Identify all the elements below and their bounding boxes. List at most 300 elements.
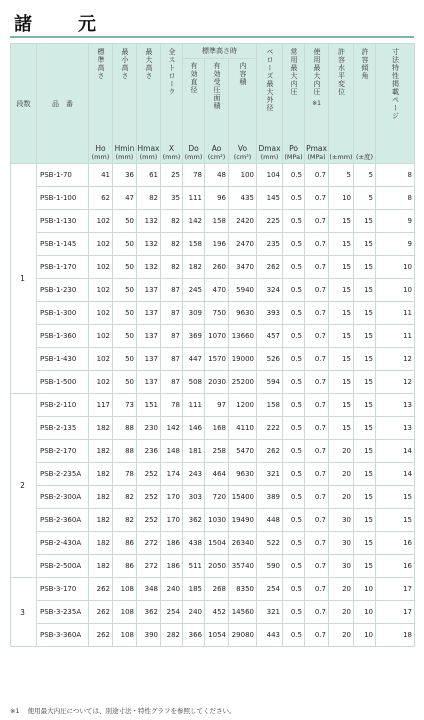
table-cell: 82	[161, 210, 183, 233]
table-cell: 435	[229, 187, 257, 210]
table-cell: 102	[89, 279, 113, 302]
header-col-5: 有効受圧面積 Ao (cm²)	[205, 59, 229, 164]
table-cell: 13	[376, 417, 415, 440]
table-cell: 11	[376, 302, 415, 325]
table-cell: 443	[257, 624, 283, 647]
table-cell: 182	[89, 440, 113, 463]
table-cell: 0.5	[283, 210, 305, 233]
table-cell: 50	[113, 325, 137, 348]
table-cell: 10	[376, 279, 415, 302]
header-col-3: 全ストローク X (mm)	[161, 44, 183, 164]
table-cell: 15	[329, 325, 354, 348]
table-cell: 15	[354, 348, 376, 371]
table-cell: 240	[183, 601, 205, 624]
table-cell: 15	[354, 555, 376, 578]
table-cell: 2420	[229, 210, 257, 233]
table-cell: 0.5	[283, 348, 305, 371]
table-row	[11, 279, 415, 302]
table-row	[11, 394, 415, 417]
footnote-ref: ※1	[312, 99, 321, 107]
table-cell: 111	[183, 394, 205, 417]
table-cell: 245	[183, 279, 205, 302]
table-cell: 254	[257, 578, 283, 601]
table-cell: 50	[113, 302, 137, 325]
table-cell: 321	[257, 601, 283, 624]
table-cell: 9	[376, 210, 415, 233]
product-code: PSB-3-360A	[37, 624, 89, 647]
table-cell: 0.5	[283, 325, 305, 348]
table-cell: 324	[257, 279, 283, 302]
table-cell: 73	[113, 394, 137, 417]
table-cell: 0.7	[305, 187, 329, 210]
table-cell: 15	[354, 325, 376, 348]
product-code: PSB-2-110	[37, 394, 89, 417]
table-cell: 102	[89, 233, 113, 256]
table-cell: 15	[354, 463, 376, 486]
table-cell: 15	[354, 486, 376, 509]
table-row	[11, 210, 415, 233]
table-cell: 522	[257, 532, 283, 555]
table-cell: 86	[113, 532, 137, 555]
table-cell: 252	[137, 509, 161, 532]
table-row	[11, 256, 415, 279]
product-code: PSB-2-135	[37, 417, 89, 440]
table-cell: 0.7	[305, 371, 329, 394]
table-cell: 170	[161, 486, 183, 509]
product-code: PSB-3-170	[37, 578, 89, 601]
table-cell: 132	[137, 210, 161, 233]
table-cell: 5470	[229, 440, 257, 463]
table-cell: 102	[89, 325, 113, 348]
table-cell: 1054	[205, 624, 229, 647]
product-code: PSB-1-130	[37, 210, 89, 233]
table-cell: 19000	[229, 348, 257, 371]
table-row	[11, 348, 415, 371]
header-col-1: 最小高さ Hmin (mm)	[113, 44, 137, 164]
table-row	[11, 164, 415, 187]
table-cell: 13	[376, 394, 415, 417]
table-cell: 594	[257, 371, 283, 394]
table-cell: 8	[376, 187, 415, 210]
table-cell: 78	[161, 394, 183, 417]
table-cell: 62	[89, 187, 113, 210]
product-code: PSB-1-70	[37, 164, 89, 187]
table-row	[11, 440, 415, 463]
table-cell: 50	[113, 371, 137, 394]
product-code: PSB-2-430A	[37, 532, 89, 555]
table-cell: 390	[137, 624, 161, 647]
table-cell: 0.7	[305, 210, 329, 233]
table-cell: 158	[257, 394, 283, 417]
table-cell: 102	[89, 371, 113, 394]
table-cell: 50	[113, 256, 137, 279]
table-cell: 0.7	[305, 463, 329, 486]
table-cell: 448	[257, 509, 283, 532]
table-cell: 15	[329, 394, 354, 417]
table-cell: 26340	[229, 532, 257, 555]
table-cell: 0.5	[283, 371, 305, 394]
table-cell: 87	[161, 348, 183, 371]
table-cell: 10	[354, 601, 376, 624]
table-cell: 348	[137, 578, 161, 601]
table-cell: 15	[329, 302, 354, 325]
table-cell: 11	[376, 325, 415, 348]
table-cell: 457	[257, 325, 283, 348]
stage-group-label: 1	[11, 164, 37, 394]
product-code: PSB-2-170	[37, 440, 89, 463]
table-cell: 20	[329, 601, 354, 624]
table-cell: 185	[183, 578, 205, 601]
table-cell: 321	[257, 463, 283, 486]
table-cell: 282	[161, 624, 183, 647]
table-cell: 0.7	[305, 302, 329, 325]
table-cell: 108	[113, 601, 137, 624]
table-cell: 48	[205, 164, 229, 187]
table-cell: 182	[89, 486, 113, 509]
product-code: PSB-1-300	[37, 302, 89, 325]
table-cell: 750	[205, 302, 229, 325]
table-cell: 97	[205, 394, 229, 417]
table-cell: 0.5	[283, 417, 305, 440]
header-col-6: 内容積 Vo (cm³)	[229, 59, 257, 164]
header-col-2: 最大高さ Hmax (mm)	[137, 44, 161, 164]
table-cell: 8	[376, 164, 415, 187]
table-cell: 10	[354, 624, 376, 647]
table-cell: 96	[205, 187, 229, 210]
product-code: PSB-2-300A	[37, 486, 89, 509]
table-cell: 9	[376, 233, 415, 256]
table-cell: 0.7	[305, 279, 329, 302]
table-cell: 104	[257, 164, 283, 187]
table-cell: 50	[113, 210, 137, 233]
table-cell: 252	[137, 486, 161, 509]
table-cell: 15	[354, 417, 376, 440]
table-cell: 590	[257, 555, 283, 578]
stage-group-label: 3	[11, 578, 37, 647]
table-cell: 30	[329, 532, 354, 555]
header-col-10: 許容水平変位 (±mm)	[329, 44, 354, 164]
table-cell: 15	[376, 486, 415, 509]
header-name-col: 品 番	[37, 44, 89, 164]
table-cell: 102	[89, 210, 113, 233]
table-cell: 15	[329, 256, 354, 279]
table-cell: 15	[354, 302, 376, 325]
table-cell: 15	[329, 279, 354, 302]
table-cell: 20	[329, 463, 354, 486]
table-cell: 14	[376, 440, 415, 463]
table-cell: 151	[137, 394, 161, 417]
table-cell: 14	[376, 463, 415, 486]
table-cell: 25	[161, 164, 183, 187]
product-code: PSB-2-360A	[37, 509, 89, 532]
table-cell: 30	[329, 555, 354, 578]
table-cell: 303	[183, 486, 205, 509]
table-cell: 181	[183, 440, 205, 463]
table-cell: 262	[89, 624, 113, 647]
table-cell: 0.7	[305, 256, 329, 279]
table-cell: 260	[205, 256, 229, 279]
product-code: PSB-1-430	[37, 348, 89, 371]
table-row	[11, 187, 415, 210]
title-rule	[10, 36, 414, 38]
product-code: PSB-1-500	[37, 371, 89, 394]
table-cell: 0.7	[305, 555, 329, 578]
table-cell: 15	[354, 210, 376, 233]
table-cell: 132	[137, 233, 161, 256]
table-cell: 12	[376, 348, 415, 371]
table-cell: 182	[89, 555, 113, 578]
header-col-4: 有効直径 Do (mm)	[183, 59, 205, 164]
table-cell: 182	[89, 463, 113, 486]
table-row	[11, 555, 415, 578]
table-row	[11, 463, 415, 486]
table-cell: 15	[329, 371, 354, 394]
table-cell: 50	[113, 348, 137, 371]
header-group-col: 段数	[11, 44, 37, 164]
table-cell: 146	[183, 417, 205, 440]
table-cell: 15400	[229, 486, 257, 509]
table-cell: 268	[205, 578, 229, 601]
table-cell: 243	[183, 463, 205, 486]
table-cell: 29080	[229, 624, 257, 647]
table-cell: 0.5	[283, 440, 305, 463]
header-col-12: 寸法特性掲載ページ	[376, 44, 415, 164]
table-cell: 15	[354, 279, 376, 302]
table-cell: 0.5	[283, 555, 305, 578]
header-col-9: 使用最大内圧 ※1 Pmax (MPa)	[305, 44, 329, 164]
product-code: PSB-2-500A	[37, 555, 89, 578]
table-cell: 132	[137, 256, 161, 279]
table-cell: 0.5	[283, 256, 305, 279]
table-row	[11, 325, 415, 348]
table-cell: 0.5	[283, 463, 305, 486]
table-cell: 82	[137, 187, 161, 210]
table-cell: 0.7	[305, 325, 329, 348]
table-cell: 1070	[205, 325, 229, 348]
table-cell: 20	[329, 440, 354, 463]
table-cell: 15	[376, 509, 415, 532]
table-cell: 108	[113, 624, 137, 647]
product-code: PSB-1-100	[37, 187, 89, 210]
table-cell: 15	[329, 233, 354, 256]
table-cell: 0.5	[283, 509, 305, 532]
table-row	[11, 601, 415, 624]
table-cell: 2030	[205, 371, 229, 394]
table-cell: 137	[137, 302, 161, 325]
table-cell: 102	[89, 348, 113, 371]
table-cell: 15	[354, 509, 376, 532]
table-cell: 88	[113, 417, 137, 440]
page-title: 諸 元	[14, 14, 110, 35]
header-col-7: ベローズ最大外径 Dmax (mm)	[257, 44, 283, 164]
table-cell: 148	[161, 440, 183, 463]
table-cell: 0.5	[283, 601, 305, 624]
table-cell: 272	[137, 555, 161, 578]
table-cell: 87	[161, 371, 183, 394]
table-cell: 5	[354, 187, 376, 210]
stage-group-label: 2	[11, 394, 37, 578]
table-cell: 235	[257, 233, 283, 256]
table-cell: 0.7	[305, 164, 329, 187]
table-cell: 10	[354, 578, 376, 601]
table-cell: 230	[137, 417, 161, 440]
table-row	[11, 233, 415, 256]
header-col-8: 常用最大内圧 Po (MPa)	[283, 44, 305, 164]
table-cell: 464	[205, 463, 229, 486]
table-cell: 258	[205, 440, 229, 463]
table-cell: 508	[183, 371, 205, 394]
table-cell: 18	[376, 624, 415, 647]
table-cell: 78	[113, 463, 137, 486]
table-cell: 17	[376, 578, 415, 601]
table-cell: 145	[257, 187, 283, 210]
table-cell: 3470	[229, 256, 257, 279]
product-code: PSB-1-360	[37, 325, 89, 348]
table-cell: 0.5	[283, 187, 305, 210]
table-cell: 720	[205, 486, 229, 509]
spec-table	[10, 43, 415, 647]
footnote-mark: ※1	[10, 707, 20, 715]
table-cell: 0.7	[305, 394, 329, 417]
table-cell: 15	[329, 210, 354, 233]
table-cell: 35740	[229, 555, 257, 578]
table-cell: 1504	[205, 532, 229, 555]
table-cell: 12	[376, 371, 415, 394]
table-row	[11, 578, 415, 601]
table-cell: 102	[89, 256, 113, 279]
table-cell: 262	[89, 601, 113, 624]
table-cell: 369	[183, 325, 205, 348]
table-cell: 16	[376, 555, 415, 578]
table-cell: 15	[354, 233, 376, 256]
table-cell: 82	[161, 233, 183, 256]
table-cell: 5	[354, 164, 376, 187]
table-cell: 0.5	[283, 279, 305, 302]
table-row	[11, 417, 415, 440]
table-cell: 236	[137, 440, 161, 463]
table-cell: 0.7	[305, 601, 329, 624]
header-col-11: 許容傾角 (±度)	[354, 44, 376, 164]
table-cell: 168	[205, 417, 229, 440]
table-row	[11, 532, 415, 555]
product-code: PSB-1-145	[37, 233, 89, 256]
table-cell: 4110	[229, 417, 257, 440]
table-cell: 2050	[205, 555, 229, 578]
table-cell: 5940	[229, 279, 257, 302]
table-cell: 272	[137, 532, 161, 555]
table-cell: 0.5	[283, 624, 305, 647]
table-row	[11, 371, 415, 394]
table-cell: 447	[183, 348, 205, 371]
table-cell: 0.5	[283, 164, 305, 187]
table-cell: 262	[89, 578, 113, 601]
table-cell: 111	[183, 187, 205, 210]
table-cell: 15	[354, 371, 376, 394]
table-cell: 438	[183, 532, 205, 555]
table-cell: 82	[161, 256, 183, 279]
product-code: PSB-1-230	[37, 279, 89, 302]
table-cell: 87	[161, 302, 183, 325]
table-cell: 100	[229, 164, 257, 187]
table-cell: 10	[376, 256, 415, 279]
table-cell: 16	[376, 532, 415, 555]
table-cell: 470	[205, 279, 229, 302]
table-cell: 82	[113, 509, 137, 532]
header-col-0: 標準高さ Ho (mm)	[89, 44, 113, 164]
table-cell: 182	[183, 256, 205, 279]
table-cell: 0.7	[305, 417, 329, 440]
table-cell: 362	[183, 509, 205, 532]
table-cell: 254	[161, 601, 183, 624]
table-cell: 8350	[229, 578, 257, 601]
table-cell: 0.7	[305, 440, 329, 463]
table-cell: 0.5	[283, 532, 305, 555]
table-cell: 158	[183, 233, 205, 256]
table-cell: 0.7	[305, 486, 329, 509]
table-row	[11, 509, 415, 532]
table-cell: 20	[329, 624, 354, 647]
table-cell: 78	[183, 164, 205, 187]
table-cell: 20	[329, 578, 354, 601]
table-cell: 0.5	[283, 486, 305, 509]
table-cell: 41	[89, 164, 113, 187]
header-std-height-group: 標準高さ時	[183, 44, 257, 59]
table-cell: 15	[354, 440, 376, 463]
table-header	[11, 44, 415, 164]
table-cell: 50	[113, 233, 137, 256]
table-cell: 102	[89, 302, 113, 325]
table-cell: 87	[161, 279, 183, 302]
table-cell: 15	[329, 417, 354, 440]
table-cell: 19490	[229, 509, 257, 532]
table-cell: 47	[113, 187, 137, 210]
table-cell: 5	[329, 164, 354, 187]
table-cell: 88	[113, 440, 137, 463]
table-cell: 0.7	[305, 348, 329, 371]
table-cell: 25200	[229, 371, 257, 394]
table-cell: 222	[257, 417, 283, 440]
table-cell: 262	[257, 440, 283, 463]
table-cell: 17	[376, 601, 415, 624]
table-cell: 13660	[229, 325, 257, 348]
table-cell: 117	[89, 394, 113, 417]
table-cell: 15	[329, 348, 354, 371]
table-cell: 389	[257, 486, 283, 509]
table-cell: 15	[354, 532, 376, 555]
footnote	[10, 706, 235, 715]
table-cell: 262	[257, 256, 283, 279]
table-cell: 0.7	[305, 509, 329, 532]
table-cell: 0.5	[283, 233, 305, 256]
table-cell: 142	[183, 210, 205, 233]
table-cell: 20	[329, 486, 354, 509]
table-cell: 196	[205, 233, 229, 256]
table-cell: 50	[113, 279, 137, 302]
table-cell: 87	[161, 325, 183, 348]
table-cell: 158	[205, 210, 229, 233]
table-cell: 10	[329, 187, 354, 210]
table-cell: 1200	[229, 394, 257, 417]
table-cell: 0.7	[305, 532, 329, 555]
table-cell: 186	[161, 532, 183, 555]
table-cell: 0.5	[283, 302, 305, 325]
table-cell: 0.5	[283, 394, 305, 417]
table-body	[11, 164, 415, 647]
table-cell: 1570	[205, 348, 229, 371]
table-cell: 36	[113, 164, 137, 187]
table-cell: 137	[137, 325, 161, 348]
table-cell: 393	[257, 302, 283, 325]
